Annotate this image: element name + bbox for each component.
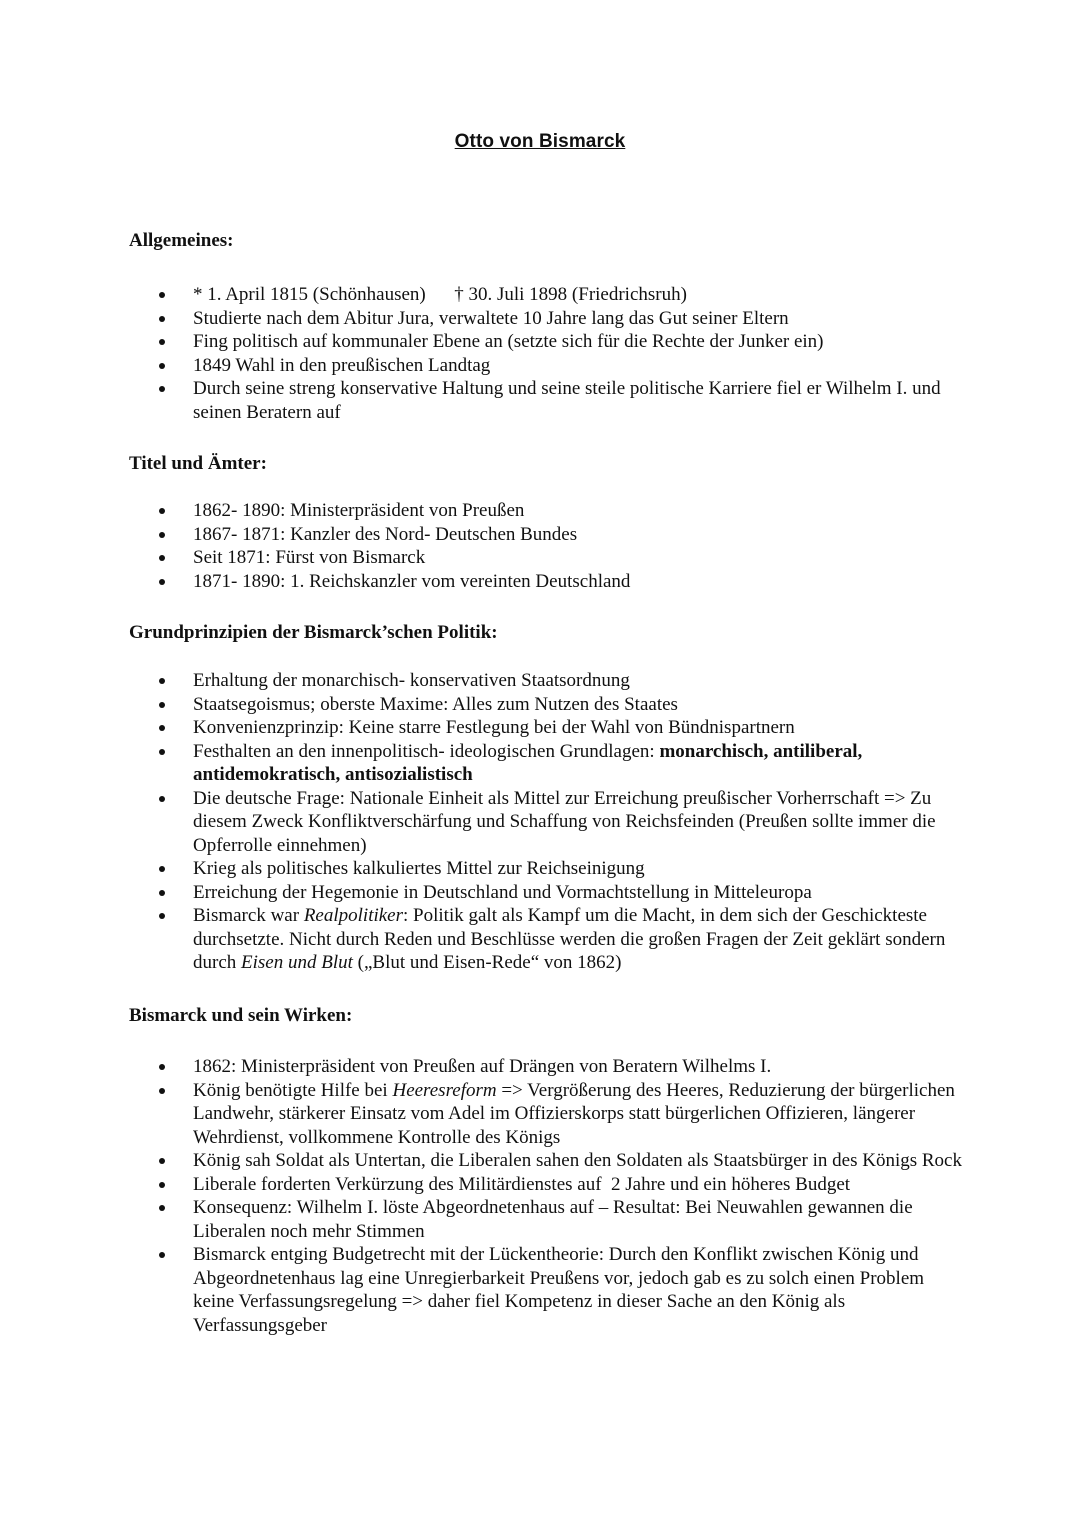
list-item: Erreichung der Hegemonie in Deutschland und Vormachtstellung in Mitteleuropa bbox=[129, 881, 969, 905]
bullet-list bbox=[129, 283, 969, 424]
bullet-list bbox=[129, 499, 969, 593]
section-grundprinzipien bbox=[129, 621, 969, 975]
bullet-icon bbox=[159, 725, 165, 731]
section-heading: Grundprinzipien der Bismarck’schen Politik: bbox=[129, 622, 498, 643]
list-item: Konvenienzprinzip: Keine starre Festlegung bei der Wahl von Bündnispartnern bbox=[129, 716, 969, 740]
list-item: 1871- 1890: 1. Reichskanzler vom vereinten Deutschland bbox=[129, 570, 969, 594]
bullet-icon bbox=[159, 1205, 165, 1211]
bullet-icon bbox=[159, 292, 165, 298]
list-item: Studierte nach dem Abitur Jura, verwaltete 10 Jahre lang das Gut seiner Eltern bbox=[129, 307, 969, 331]
list-item: 1862- 1890: Ministerpräsident von Preußen bbox=[129, 499, 969, 523]
document-title: Otto von Bismarck bbox=[454, 131, 626, 152]
bullet-icon bbox=[159, 555, 165, 561]
list-item: * 1. April 1815 (Schönhausen) † 30. Juli 1898 (Friedrichsruh) bbox=[129, 283, 969, 307]
list-item: Krieg als politisches kalkuliertes Mittel zur Reichseinigung bbox=[129, 857, 969, 881]
bullet-icon bbox=[159, 702, 165, 708]
section-titel-aemter bbox=[129, 452, 969, 593]
list-item: Festhalten an den innenpolitisch- ideologischen Grundlagen: monarchisch, antiliberal, antidemokratisch, antisozialistisch bbox=[129, 740, 969, 787]
bullet-icon bbox=[159, 749, 165, 755]
bullet-list bbox=[129, 669, 969, 975]
list-item: König benötigte Hilfe bei Heeresreform => Vergrößerung des Heeres, Reduzierung der bürgerlichen Landwehr, stärkerer Einsatz vom Adel im Offizierskorps statt bürgerlichen Offizieren, längerer Wehrdienst, vollkommene Kontrolle des Königs bbox=[129, 1079, 969, 1150]
bullet-icon bbox=[159, 316, 165, 322]
bullet-icon bbox=[159, 363, 165, 369]
bullet-icon bbox=[159, 1088, 165, 1094]
list-item: Liberale forderten Verkürzung des Militärdienstes auf 2 Jahre und ein höheres Budget bbox=[129, 1173, 969, 1197]
bullet-icon bbox=[159, 508, 165, 514]
bullet-icon bbox=[159, 579, 165, 585]
section-heading: Bismarck und sein Wirken: bbox=[129, 1005, 353, 1026]
bullet-icon bbox=[159, 1064, 165, 1070]
list-item: Erhaltung der monarchisch- konservativen Staatsordnung bbox=[129, 669, 969, 693]
bullet-icon bbox=[159, 796, 165, 802]
list-item: Bismarck entging Budgetrecht mit der Lückentheorie: Durch den Konflikt zwischen König und Abgeordnetenhaus lag eine Unregierbarkeit Preußens vor, jedoch gab es zu solch einen Problem keine Verfassungsregelung => daher fiel Kompetenz in dieser Sache an den König als Verfassungsgeber bbox=[129, 1243, 969, 1337]
bullet-icon bbox=[159, 913, 165, 919]
list-item: Bismarck war Realpolitiker: Politik galt als Kampf um die Macht, in dem sich der Geschickteste durchsetzte. Nicht durch Reden und Beschlüsse werden die großen Fragen der Zeit geklärt sondern durch Eisen und Blut („Blut und Eisen-Rede“ von 1862) bbox=[129, 904, 969, 975]
list-item: Staatsegoismus; oberste Maxime: Alles zum Nutzen des Staates bbox=[129, 693, 969, 717]
bullet-icon bbox=[159, 1252, 165, 1258]
list-item: König sah Soldat als Untertan, die Liberalen sahen den Soldaten als Staatsbürger in des Königs Rock bbox=[129, 1149, 969, 1173]
bullet-icon bbox=[159, 1158, 165, 1164]
bullet-list bbox=[129, 1055, 969, 1337]
list-item: Konsequenz: Wilhelm I. löste Abgeordnetenhaus auf – Resultat: Bei Neuwahlen gewannen die Liberalen noch mehr Stimmen bbox=[129, 1196, 969, 1243]
list-item: Die deutsche Frage: Nationale Einheit als Mittel zur Erreichung preußischer Vorherrschaft => Zu diesem Zweck Konfliktverschärfung und Schaffung von Reichsfeinden (Preußen sollte immer die Opferrolle einnehmen) bbox=[129, 787, 969, 858]
section-heading: Allgemeines: bbox=[129, 230, 234, 251]
bullet-icon bbox=[159, 890, 165, 896]
list-item: Durch seine streng konservative Haltung und seine steile politische Karriere fiel er Wilhelm I. und seinen Beratern auf bbox=[129, 377, 969, 424]
list-item: 1862: Ministerpräsident von Preußen auf Drängen von Beratern Wilhelms I. bbox=[129, 1055, 969, 1079]
bullet-icon bbox=[159, 339, 165, 345]
bullet-icon bbox=[159, 1182, 165, 1188]
bullet-icon bbox=[159, 678, 165, 684]
section-allgemeines bbox=[129, 229, 969, 424]
section-heading: Titel und Ämter: bbox=[129, 453, 267, 474]
bullet-icon bbox=[159, 386, 165, 392]
bullet-icon bbox=[159, 532, 165, 538]
bullet-icon bbox=[159, 866, 165, 872]
list-item: 1849 Wahl in den preußischen Landtag bbox=[129, 354, 969, 378]
section-wirken bbox=[129, 1004, 969, 1337]
list-item: Seit 1871: Fürst von Bismarck bbox=[129, 546, 969, 570]
list-item: 1867- 1871: Kanzler des Nord- Deutschen Bundes bbox=[129, 523, 969, 547]
list-item: Fing politisch auf kommunaler Ebene an (setzte sich für die Rechte der Junker ein) bbox=[129, 330, 969, 354]
